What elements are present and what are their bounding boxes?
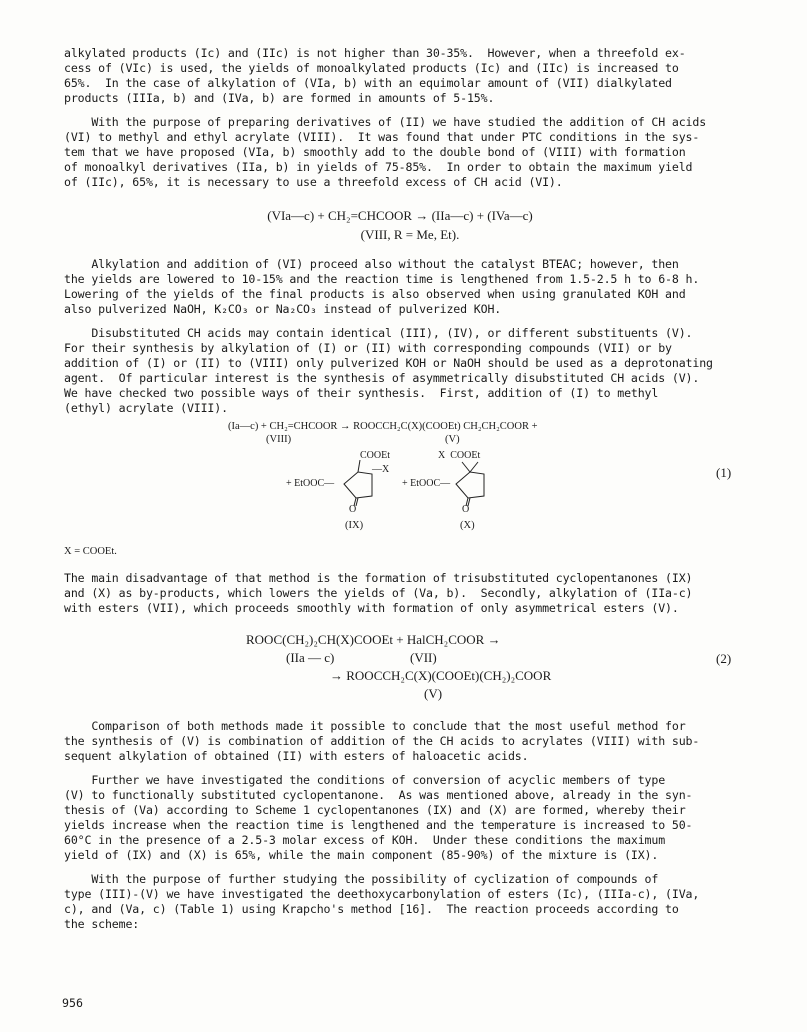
text-line: cess of (VIc) is used, the yields of monoalkylated products (Ic) and (IIc) is increased to bbox=[64, 61, 679, 75]
scheme-number: (1) bbox=[716, 465, 732, 480]
text-line: thesis of (Va) according to Scheme 1 cyclopentanones (IX) and (X) are formed, whereby their bbox=[64, 803, 686, 817]
text-line: the scheme: bbox=[64, 917, 140, 931]
scheme2-number: (2) bbox=[716, 651, 732, 666]
carbonyl-o-1: O bbox=[349, 504, 357, 515]
text-line: With the purpose of preparing derivatives of (II) we have studied the addition of CH acids bbox=[64, 115, 707, 129]
page-number: 956 bbox=[62, 996, 83, 1010]
label-v: (V) bbox=[445, 434, 460, 445]
text-line: of (IIc), 65%, it is necessary to use a threefold excess of CH acid (VI). bbox=[64, 175, 563, 189]
text-line: with esters (VII), which proceeds smoothly with formation of only asymmetrical esters (V). bbox=[64, 601, 679, 615]
text-line: Comparison of both methods made it possible to conclude that the most useful method for bbox=[64, 719, 686, 733]
label-ix: (IX) bbox=[345, 520, 364, 531]
text-line: yield of (IX) and (X) is 65%, while the main component (85-90%) of the mixture is (IX). bbox=[64, 848, 659, 862]
text-line: 65%. In the case of alkylation of (VIa, b) with an equimolar amount of (VII) dialkylated bbox=[64, 76, 672, 90]
text-line: addition of (I) or (II) to (VIII) only pulverized KOH or NaOH should be used as a deprotonating bbox=[64, 356, 713, 370]
equation-line: (VIII, R = Me, Et). bbox=[360, 227, 460, 242]
cooet-label: COOEt bbox=[360, 450, 390, 461]
text-line: With the purpose of further studying the possibility of cyclization of compounds of bbox=[64, 872, 659, 886]
text-line: of monoalkyl derivatives (IIa, b) in yields of 75-85%. In order to obtain the maximum yield bbox=[64, 160, 693, 174]
label-vii: (VII) bbox=[410, 650, 437, 665]
text-line: Lowering of the yields of the final products is also observed when using granulated KOH and bbox=[64, 287, 686, 301]
label-viii: (VIII) bbox=[266, 434, 292, 445]
text-line: agent. Of particular interest is the synthesis of asymmetrically disubstituted CH acids (V). bbox=[64, 371, 700, 385]
text-line: (ethyl) acrylate (VIII). bbox=[64, 401, 228, 415]
cyclopentanone-ring-ix bbox=[336, 460, 376, 506]
text-line: the yields are lowered to 10-15% and the reaction time is lengthened from 1.5-2.5 h to 6-8 h. bbox=[64, 272, 700, 286]
cyclopentanone-ring-x bbox=[448, 460, 488, 506]
text-line: The main disadvantage of that method is the formation of trisubstituted cyclopentanones (IX) bbox=[64, 571, 693, 585]
text-line: For their synthesis by alkylation of (I) or (II) with corresponding compounds (VII) or by bbox=[64, 341, 672, 355]
label-iia-c: (IIa — c) bbox=[286, 650, 335, 665]
text-line: (VI) to methyl and ethyl acrylate (VIII). It was found that under PTC conditions in the sys- bbox=[64, 130, 700, 144]
text-line: and (X) as by-products, which lowers the yields of (Va, b). Secondly, alkylation of (IIa-c) bbox=[64, 586, 693, 600]
text-line: alkylated products (Ic) and (IIc) is not higher than 30-35%. However, when a threefold ex- bbox=[64, 46, 686, 60]
text-line: Disubstituted CH acids may contain identical (III), (IV), or different substituents (V). bbox=[64, 326, 693, 340]
text-line: the synthesis of (V) is combination of addition of the CH acids to acrylates (VIII) with sub- bbox=[64, 734, 700, 748]
text-line: type (III)-(V) we have investigated the deethoxycarbonylation of esters (Ic), (IIIa-c), (IVa, bbox=[64, 887, 700, 901]
equation-line: (VIa—c) + CH₂=CHCOOR → (IIa—c) + (IVa—c) bbox=[267, 208, 533, 223]
carbonyl-o-2: O bbox=[462, 504, 470, 515]
etooc-label-2: + EtOOC— bbox=[402, 478, 451, 489]
text-line: 60°C in the presence of a 2.5-3 molar excess of KOH. Under these conditions the maximum bbox=[64, 833, 666, 847]
scheme2-line3: → ROOCCH₂C(X)(COOEt)(CH₂)₂COOR bbox=[330, 668, 552, 683]
scheme-note: X = COOEt. bbox=[64, 546, 117, 557]
text-line: c), and (Va, c) (Table 1) using Krapcho's method [16]. The reaction proceeds according to bbox=[64, 902, 679, 916]
text-line: yields increase when the reaction time is lengthened and the temperature is increased to 50- bbox=[64, 818, 693, 832]
label-x: (X) bbox=[460, 520, 475, 531]
text-line: We have checked two possible ways of their synthesis. First, addition of (I) to methyl bbox=[64, 386, 659, 400]
etooc-label-1: + EtOOC— bbox=[286, 478, 335, 489]
text-line: tem that we have proposed (VIa, b) smoothly add to the double bond of (VIII) with formation bbox=[64, 145, 686, 159]
text-line: products (IIIa, b) and (IVa, b) are formed in amounts of 5-15%. bbox=[64, 91, 495, 105]
text-line: sequent alkylation of obtained (II) with esters of haloacetic acids. bbox=[64, 749, 529, 763]
text-line: (V) to functionally substituted cyclopentanone. As was mentioned above, already in the syn- bbox=[64, 788, 693, 802]
x-cooet-label: X COOEt bbox=[438, 450, 481, 461]
text-line: Further we have investigated the conditions of conversion of acyclic members of type bbox=[64, 773, 666, 787]
substituent-x: —X bbox=[372, 464, 390, 475]
text-line: Alkylation and addition of (VI) proceed also without the catalyst BTEAC; however, then bbox=[64, 257, 679, 271]
text-line: also pulverized NaOH, K₂CO₃ or Na₂CO₃ instead of pulverized KOH. bbox=[64, 302, 502, 316]
label-v-2: (V) bbox=[424, 686, 443, 701]
scheme-top-line: (Ia—c) + CH₂=CHCOOR → ROOCCH₂C(X)(COOEt) CH₂CH₂COOR + bbox=[228, 421, 538, 432]
scheme2-line1: ROOC(CH₂)₂CH(X)COOEt + HalCH₂COOR → bbox=[246, 632, 501, 647]
